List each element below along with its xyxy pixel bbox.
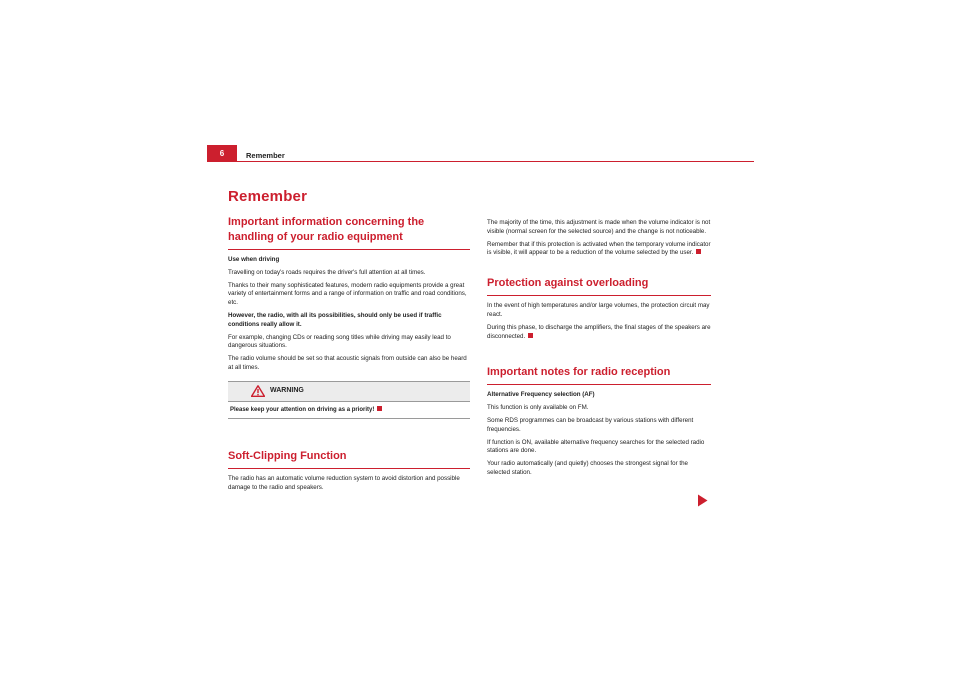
paragraph-with-end: Remember that if this protection is activated when the temporary volume indicator is visible, it will appear to be a reduction of the volume selected by the user.: [487, 240, 711, 257]
section-divider: [228, 468, 470, 469]
paragraph: In the event of high temperatures and/or large volumes, the protection circuit may react.: [487, 302, 710, 318]
running-header: Remember: [246, 151, 285, 160]
section-divider: [487, 295, 711, 296]
section-divider: [228, 249, 470, 250]
warning-label: WARNING: [270, 386, 304, 394]
page-title: Remember: [228, 188, 308, 205]
section-title-radio-reception: Important notes for radio reception: [487, 366, 671, 379]
paragraph: This function is only available on FM.: [487, 404, 589, 412]
end-square-icon: [696, 249, 701, 254]
paragraph: Thanks to their many sophisticated features, modern radio equipments provide a great variety of entertainment forms and a range of information on traffic and road conditions, etc.: [228, 281, 467, 307]
next-page-arrow-icon[interactable]: [697, 494, 708, 507]
left-column: [228, 215, 470, 496]
section-title-radio-handling: Important information concerning the handling of your radio equipment: [228, 216, 425, 243]
header-divider: [237, 161, 754, 162]
paragraph: Travelling on today's roads requires the driver's full attention at all times.: [228, 268, 426, 276]
section-title-soft-clipping: Soft-Clipping Function: [228, 449, 347, 462]
paragraph: If function is ON, available alternative frequency searches for the selected radio stations are done.: [487, 438, 705, 455]
warning-box: [228, 381, 470, 419]
paragraph-with-end: During this phase, to discharge the amplifiers, the final stages of the speakers are disconnected.: [487, 323, 711, 340]
warning-text-block: [228, 401, 470, 418]
warning-header: [228, 382, 470, 401]
paragraph: The majority of the time, this adjustment is made when the volume indicator is not visible (normal screen for the selected source) and the change is not noticeable.: [487, 219, 711, 235]
paragraph: Some RDS programmes can be broadcast by various stations with different frequencies.: [487, 416, 694, 433]
subheading-use-when-driving: Use when driving: [228, 256, 280, 263]
paragraph-emphasis: However, the radio, with all its possibilities, should only be used if traffic conditions really allow it.: [228, 311, 442, 328]
right-column: [487, 219, 711, 482]
paragraph: For example, changing CDs or reading song titles while driving may easily lead to dangerous situations.: [228, 333, 451, 350]
paragraph: The radio has an automatic volume reduction system to avoid distortion and possible damage to the radio and speakers.: [228, 474, 460, 491]
end-square-icon: [528, 333, 533, 338]
subheading-af: Alternative Frequency selection (AF): [487, 391, 595, 399]
paragraph: The radio volume should be set so that acoustic signals from outside can also be heard at all times.: [228, 355, 467, 371]
section-divider: [487, 384, 711, 385]
warning-text: Please keep your attention on driving as a priority!: [230, 406, 375, 413]
warning-triangle-icon: [251, 385, 265, 397]
end-square-icon: [377, 406, 382, 411]
page-number: 6: [207, 145, 237, 162]
section-title-overloading: Protection against overloading: [487, 277, 649, 290]
paragraph: Your radio automatically (and quietly) chooses the strongest signal for the selected station.: [487, 460, 688, 476]
